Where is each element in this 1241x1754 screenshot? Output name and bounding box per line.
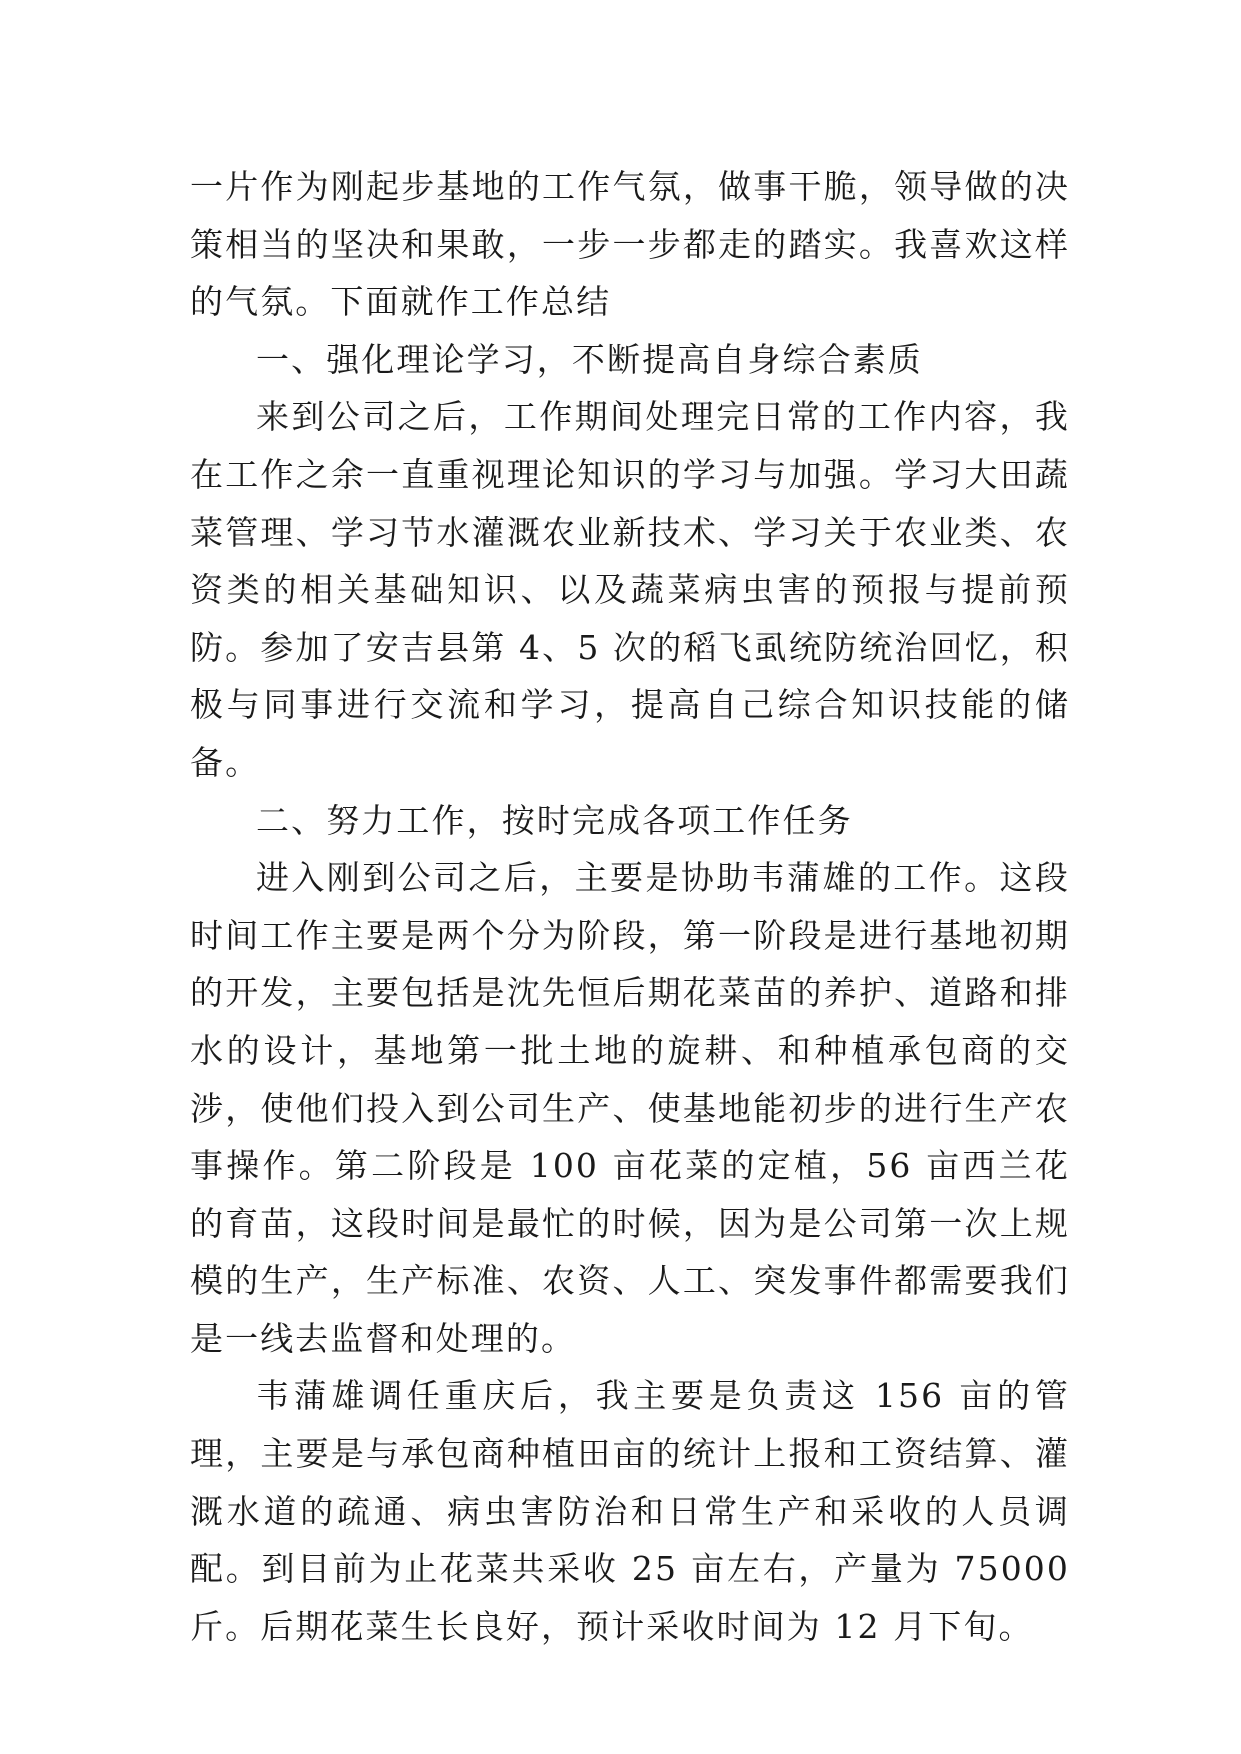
section-heading-2: 二、努力工作，按时完成各项工作任务 [256, 800, 853, 840]
paragraph-management: 韦蒲雄调任重庆后，我主要是负责这 156 亩的管理，主要是与承包商种植田亩的统计上报和工资结算、灌溉水道的疏通、病虫害防治和日常生产和采收的人员调配。到目前为止花菜共采收 25 亩左右，产量为 75000 斤。后期花菜生长良好，预计采收时间为 12 月下旬。 [190, 1376, 1070, 1646]
paragraph-intro: 一片作为刚起步基地的工作气氛，做事干脆，领导做的决策相当的坚决和果敢，一步一步都走的踏实。我喜欢这样的气氛。下面就作工作总结 [190, 167, 1070, 322]
paragraph-work: 进入刚到公司之后，主要是协助韦蒲雄的工作。这段时间工作主要是两个分为阶段，第一阶段是进行基地初期的开发，主要包括是沈先恒后期花菜苗的养护、道路和排水的设计，基地第一批土地的旋耕、和种植承包商的交涉，使他们投入到公司生产、使基地能初步的进行生产农事操作。第二阶段是 100 亩花菜的定植，56 亩西兰花的育苗，这段时间是最忙的时候，因为是公司第一次上规模的生产，生产标准、农资、人工、突发事件都需要我们是一线去监督和处理的。 [190, 858, 1070, 1358]
document-body [190, 158, 1070, 1655]
section-heading-1: 一、强化理论学习，不断提高自身综合素质 [256, 339, 923, 379]
paragraph-study: 来到公司之后，工作期间处理完日常的工作内容，我在工作之余一直重视理论知识的学习与加强。学习大田蔬菜管理、学习节水灌溉农业新技术、学习关于农业类、农资类的相关基础知识、以及蔬菜病虫害的预报与提前预防。参加了安吉县第 4、5 次的稻飞虱统防统治回忆，积极与同事进行交流和学习，提高自己综合知识技能的储备。 [190, 397, 1070, 782]
